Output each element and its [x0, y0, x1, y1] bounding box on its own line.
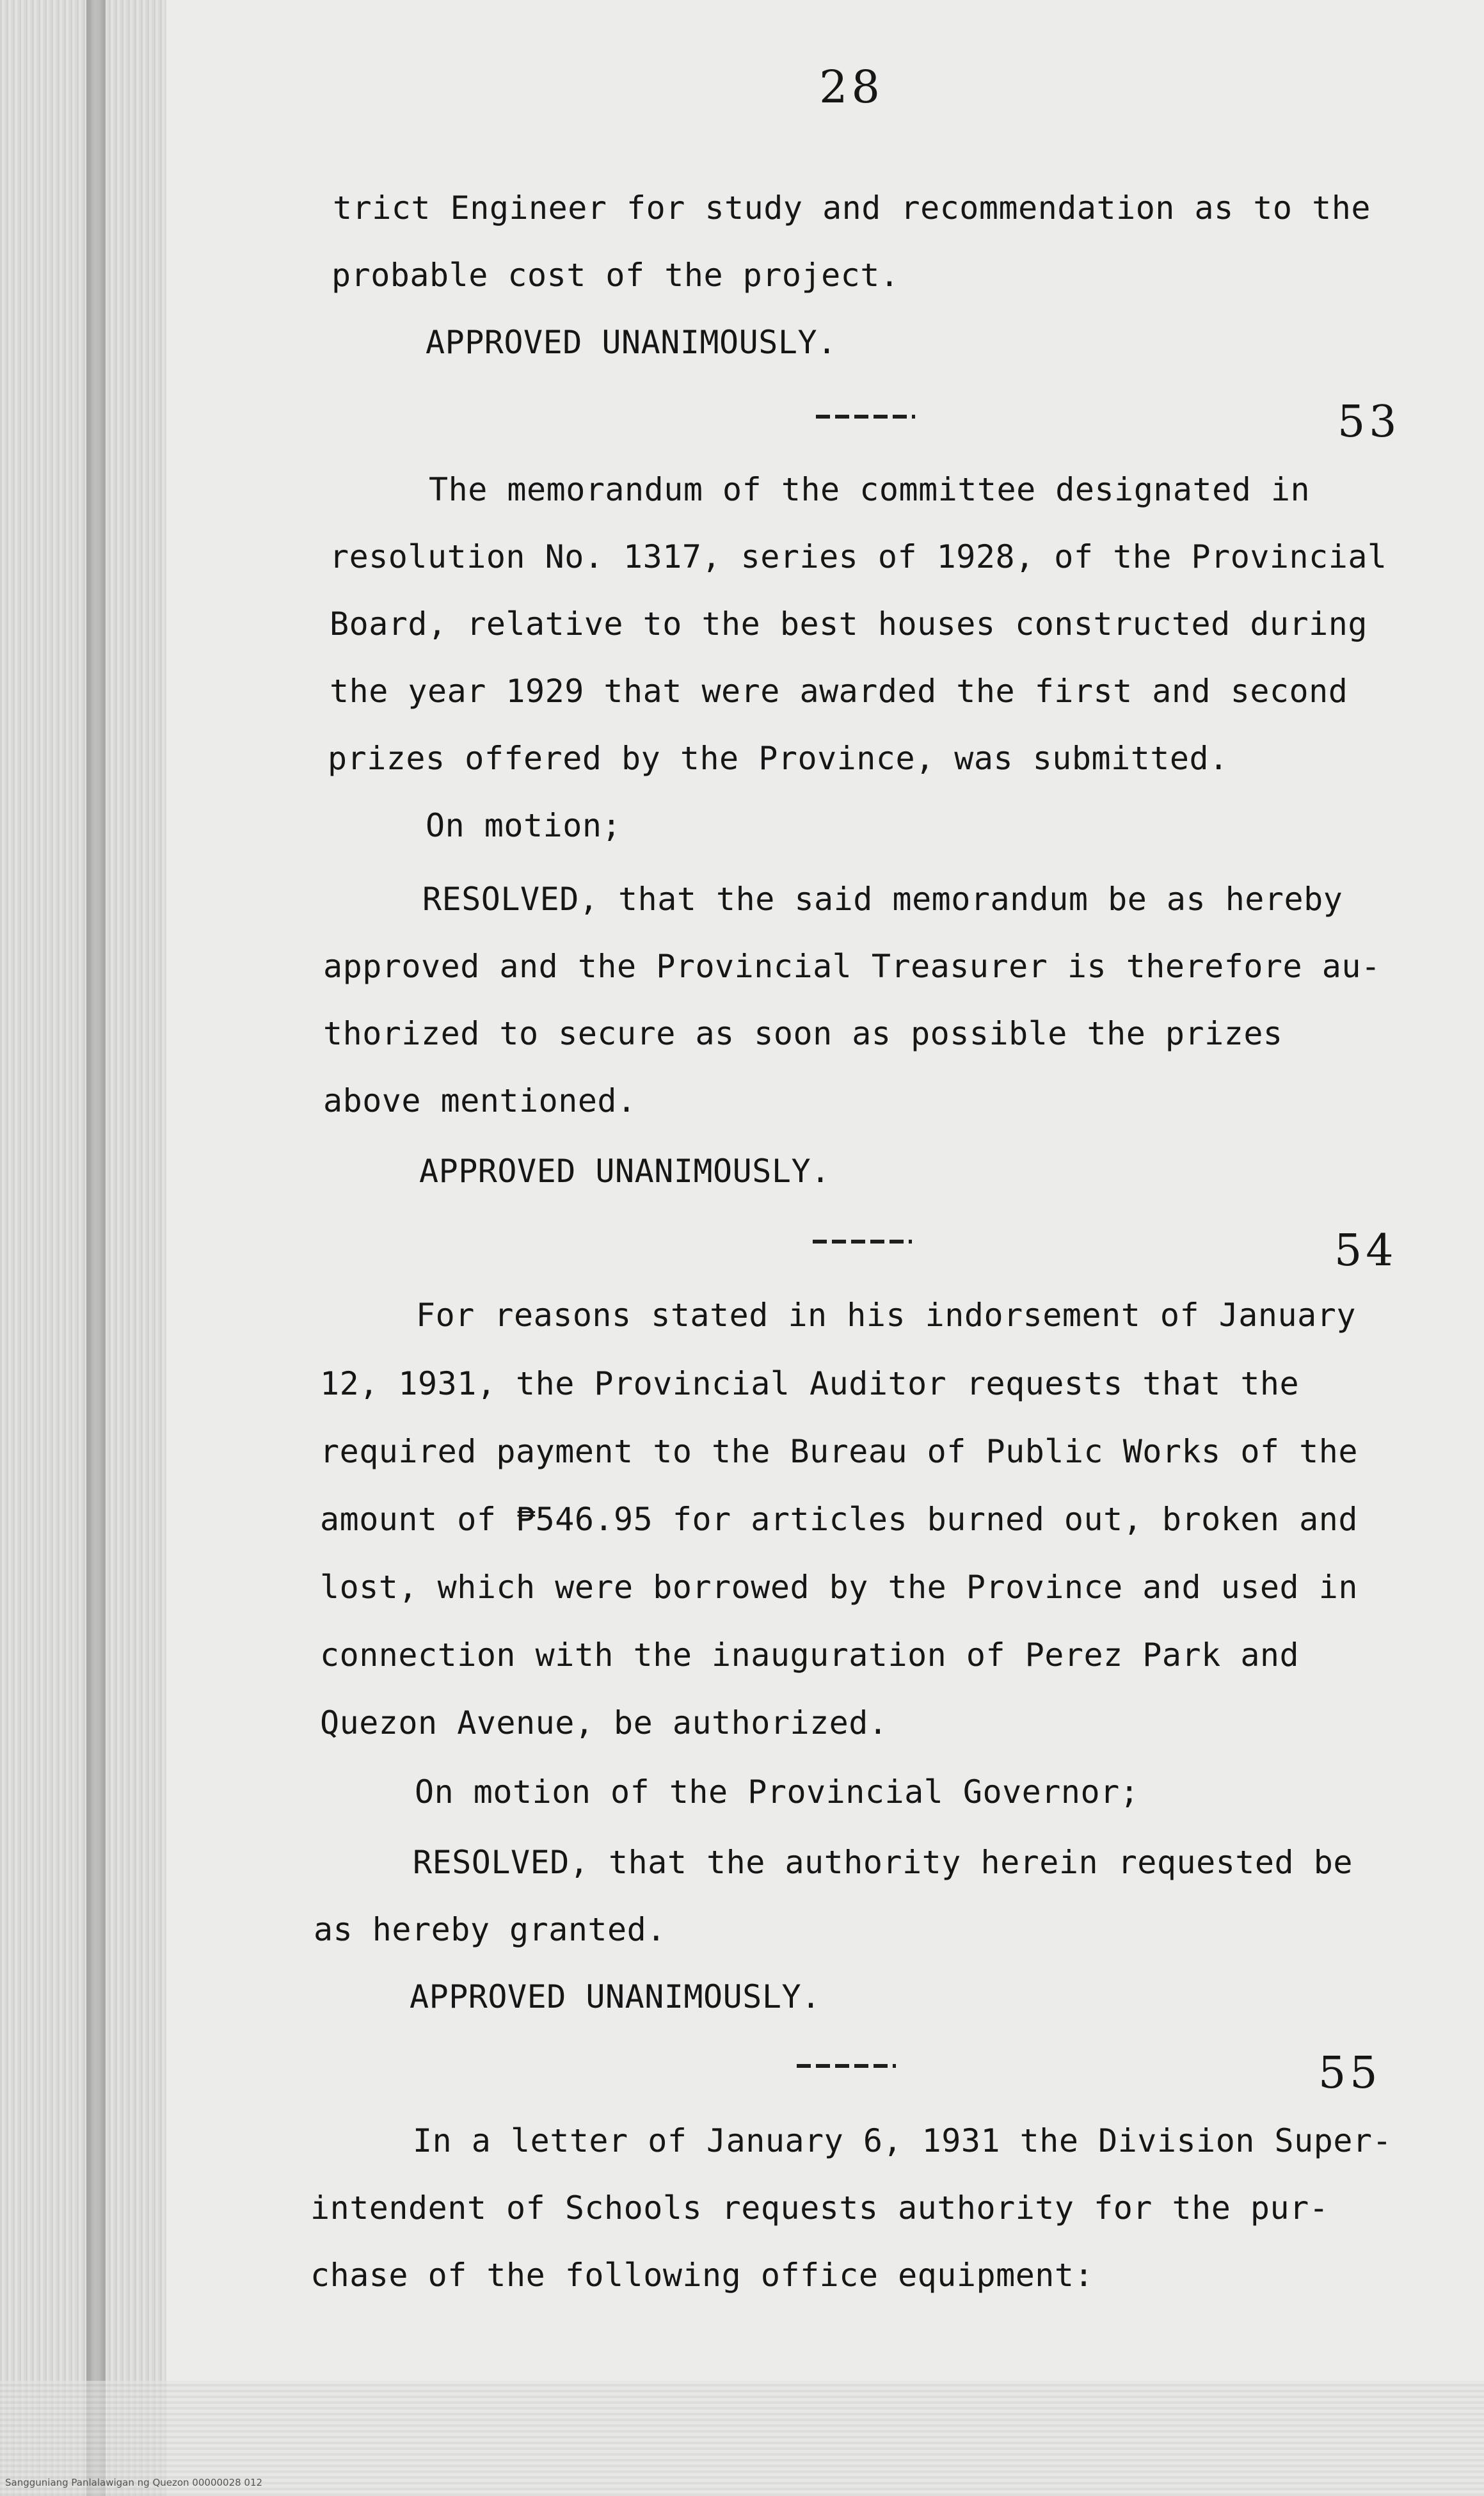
- separator: [813, 1240, 912, 1244]
- approval-text: APPROVED UNANIMOUSLY.: [426, 324, 837, 361]
- paragraph-line: The memorandum of the committee designated in: [429, 471, 1311, 508]
- paragraph-line: Quezon Avenue, be authorized.: [320, 1704, 888, 1741]
- paragraph-line: In a letter of January 6, 1931 the Division Super-: [413, 2122, 1392, 2159]
- paragraph-line: required payment to the Bureau of Public Works of the: [320, 1433, 1358, 1470]
- page-number: 28: [819, 61, 884, 113]
- resolution-line: RESOLVED, that the said memorandum be as hereby: [422, 881, 1343, 918]
- scan-edge-shadow: [0, 0, 166, 2496]
- motion-text: On motion;: [426, 807, 622, 844]
- paragraph-line: chase of the following office equipment:: [310, 2257, 1094, 2294]
- resolution-line: as hereby granted.: [314, 1911, 666, 1948]
- resolution-line: thorized to secure as soon as possible the prizes: [323, 1015, 1283, 1052]
- archive-stamp: Sangguniang Panlalawigan ng Quezon 00000028 012: [5, 2477, 263, 2488]
- motion-text: On motion of the Provincial Governor;: [415, 1773, 1140, 1811]
- paragraph-line: amount of ₱546.95 for articles burned out, broken and: [320, 1501, 1358, 1538]
- paragraph-line: the year 1929 that were awarded the first and second: [330, 673, 1348, 710]
- paragraph-line: Board, relative to the best houses constructed during: [330, 605, 1368, 643]
- paragraph-line: For reasons stated in his indorsement of January: [416, 1297, 1356, 1334]
- approval-text: APPROVED UNANIMOUSLY.: [419, 1153, 831, 1190]
- paragraph-line: 12, 1931, the Provincial Auditor requests that the: [320, 1365, 1300, 1402]
- paragraph-line: lost, which were borrowed by the Province and used in: [320, 1569, 1358, 1606]
- item-number: 54: [1334, 1226, 1398, 1276]
- intro-line: probable cost of the project.: [331, 257, 900, 294]
- resolution-line: RESOLVED, that the authority herein requested be: [413, 1844, 1353, 1881]
- paragraph-line: resolution No. 1317, series of 1928, of the Provincial: [330, 538, 1387, 575]
- item-number: 55: [1318, 2048, 1382, 2099]
- separator: [816, 415, 915, 419]
- item-number: 53: [1337, 397, 1401, 447]
- resolution-line: approved and the Provincial Treasurer is therefore au-: [323, 948, 1381, 985]
- intro-line: trict Engineer for study and recommendation as to the: [333, 189, 1371, 227]
- separator: [797, 2064, 896, 2068]
- paragraph-line: connection with the inauguration of Perez Park and: [320, 1636, 1300, 1674]
- resolution-line: above mentioned.: [323, 1082, 637, 1119]
- binding-shadow: [86, 0, 106, 2496]
- paragraph-line: prizes offered by the Province, was submitted.: [328, 740, 1229, 777]
- approval-text: APPROVED UNANIMOUSLY.: [410, 1978, 821, 2015]
- paragraph-line: intendent of Schools requests authority for the pur-: [310, 2189, 1329, 2227]
